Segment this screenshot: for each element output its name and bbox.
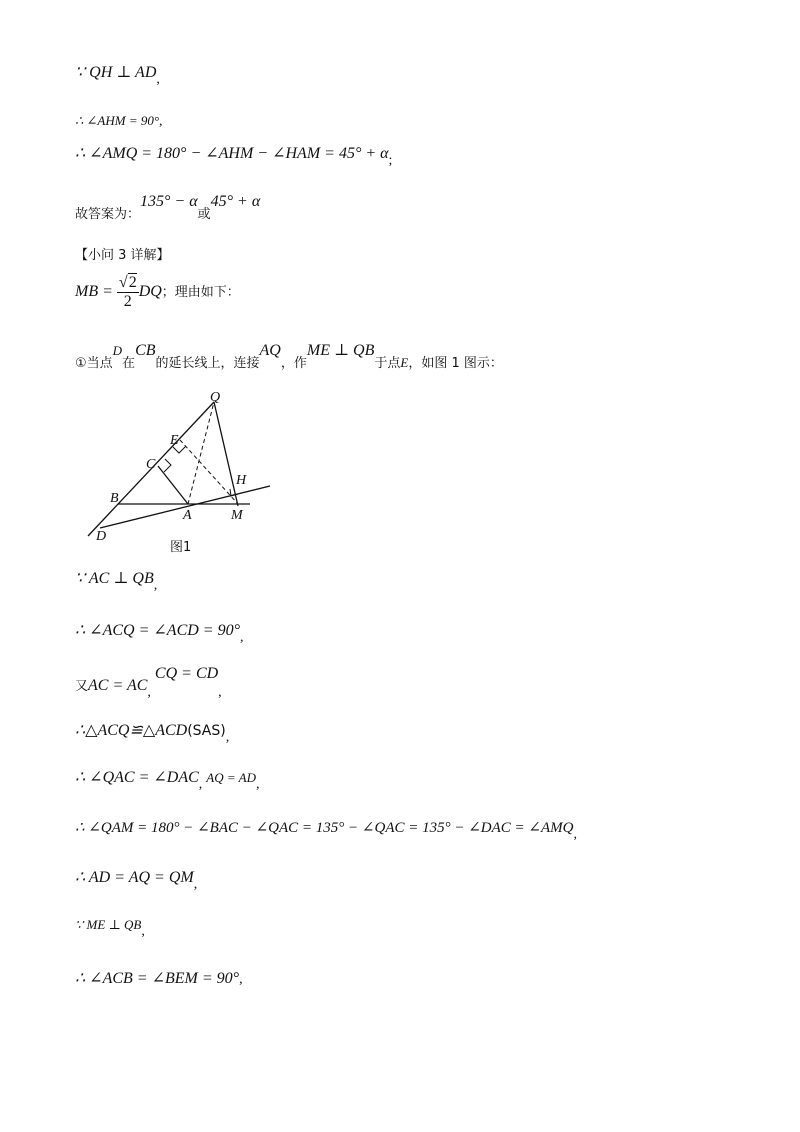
segment-ca bbox=[158, 466, 188, 504]
math-rhs: DQ bbox=[138, 283, 162, 301]
math-expression: ∴△ACQ≌△ACD bbox=[75, 722, 188, 739]
math-expression: ∴ AD = AQ = QM bbox=[75, 869, 194, 886]
math-expression: AC = AC bbox=[88, 677, 148, 694]
label-e: E bbox=[170, 433, 179, 448]
proof-line-11 bbox=[75, 720, 230, 745]
proof-line-10 bbox=[75, 665, 222, 700]
math-expression: ∴ ∠ACB = ∠BEM = 90° bbox=[75, 970, 240, 987]
punctuation: , bbox=[239, 630, 244, 645]
fraction: $\frac{√2}{2}$ bbox=[118, 274, 137, 310]
text-segment: 又 bbox=[75, 679, 89, 694]
math-var: D bbox=[112, 343, 123, 358]
radicand: 2 bbox=[128, 274, 137, 291]
segment-em-dashed bbox=[180, 440, 238, 504]
proof-line-4 bbox=[75, 193, 261, 223]
answer-option-a: 135° − α bbox=[140, 193, 198, 210]
math-expression: ∴ ∠AHM = 90° bbox=[75, 113, 160, 128]
punctuation: , bbox=[256, 777, 260, 792]
punctuation: , bbox=[159, 114, 163, 129]
text-segment: 于点 bbox=[374, 356, 401, 371]
text-segment: ①当点 bbox=[75, 356, 113, 371]
proof-line-15 bbox=[75, 916, 145, 939]
proof-line-8 bbox=[75, 568, 158, 593]
math-var: CB bbox=[135, 342, 156, 359]
punctuation: , bbox=[198, 777, 203, 792]
math-var: AQ bbox=[259, 342, 281, 359]
math-expression: AQ = AD bbox=[206, 770, 256, 785]
answer-prefix: 故答案为： bbox=[75, 207, 141, 222]
label-c: C bbox=[146, 457, 156, 472]
math-expression: ∴ ∠QAM = 180° − ∠BAC − ∠QAC = 135° − ∠QAC = 135° − ∠DAC = ∠AMQ bbox=[75, 820, 574, 836]
punctuation: , bbox=[153, 578, 158, 593]
punctuation: , bbox=[218, 685, 222, 700]
geometry-figure bbox=[80, 388, 280, 560]
label-m: M bbox=[231, 508, 243, 523]
math-expression: ∴ ∠ACQ = ∠ACD = 90° bbox=[75, 622, 240, 639]
reason-tag: (SAS) bbox=[187, 723, 226, 739]
punctuation: , bbox=[156, 72, 160, 87]
math-lhs: MB = bbox=[75, 283, 113, 301]
denominator: 2 bbox=[123, 293, 132, 310]
reason-suffix: ；理由如下： bbox=[161, 285, 240, 301]
label-q: Q bbox=[210, 390, 221, 405]
math-expression: ∵ ME ⊥ QB bbox=[75, 917, 142, 932]
answer-connector: 或 bbox=[197, 207, 211, 222]
text-segment: ，如图 1 图示： bbox=[408, 356, 503, 371]
answer-option-b: 45° + α bbox=[210, 193, 261, 210]
label-d: D bbox=[96, 529, 107, 544]
proof-line-6 bbox=[75, 274, 240, 311]
text-segment: ，作 bbox=[280, 356, 307, 371]
proof-line-16 bbox=[75, 968, 243, 988]
text-segment: 的延长线上，连接 bbox=[155, 356, 260, 371]
label-a: A bbox=[183, 508, 192, 523]
figure-caption: 图1 bbox=[170, 540, 192, 555]
section-heading-text: 【小问 3 详解】 bbox=[75, 248, 170, 263]
punctuation: , bbox=[239, 972, 243, 987]
punctuation: , bbox=[193, 877, 198, 892]
proof-line-2 bbox=[75, 112, 163, 130]
math-expression: CQ = CD bbox=[154, 665, 219, 682]
punctuation: , bbox=[147, 685, 151, 700]
right-angle-c bbox=[164, 459, 171, 472]
proof-line-7 bbox=[75, 342, 503, 372]
math-expression: ∴ ∠AMQ = 180° − ∠AHM − ∠HAM = 45° + α bbox=[75, 145, 389, 162]
punctuation: ; bbox=[388, 153, 393, 168]
punctuation: , bbox=[141, 924, 145, 939]
punctuation: , bbox=[225, 730, 230, 745]
section-heading bbox=[75, 244, 170, 264]
math-var: ME ⊥ QB bbox=[306, 342, 375, 359]
proof-line-1 bbox=[75, 62, 160, 87]
label-h: H bbox=[236, 473, 247, 488]
proof-line-13 bbox=[75, 818, 577, 842]
punctuation: , bbox=[573, 827, 577, 842]
proof-line-14 bbox=[75, 867, 198, 892]
proof-line-3 bbox=[75, 143, 393, 168]
segment-qm bbox=[214, 402, 238, 506]
math-expression: ∵ QH ⊥ AD bbox=[75, 64, 157, 81]
math-var: E bbox=[400, 355, 409, 370]
proof-line-9 bbox=[75, 620, 244, 645]
proof-line-12 bbox=[75, 767, 260, 792]
math-expression: ∴ ∠QAC = ∠DAC bbox=[75, 769, 199, 786]
label-b: B bbox=[110, 491, 119, 506]
text-segment: 在 bbox=[122, 356, 136, 371]
math-expression: ∵ AC ⊥ QB bbox=[75, 570, 154, 587]
